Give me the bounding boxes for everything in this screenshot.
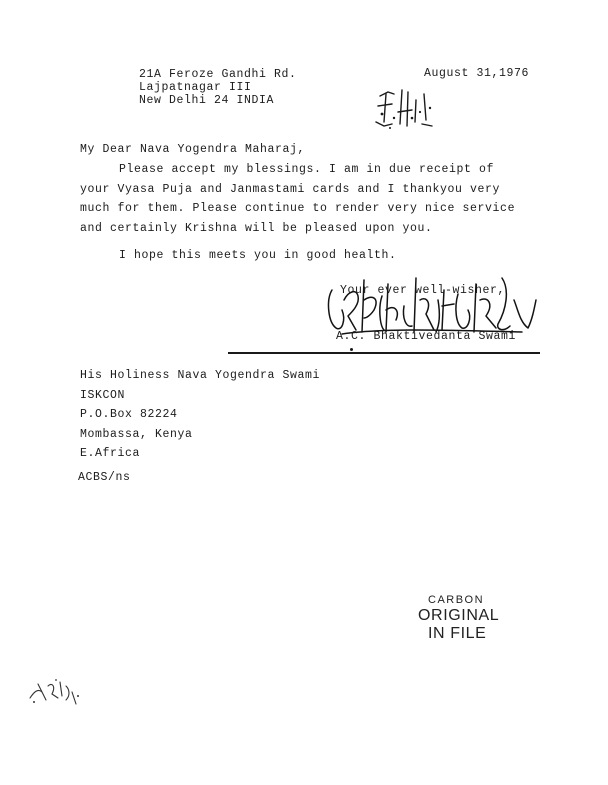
reference-initials: ACBS/ns <box>78 471 131 484</box>
stamp-line-carbon: CARBON <box>428 594 485 606</box>
body-paragraph <box>80 160 515 238</box>
valediction: Your ever well-wisher, <box>340 284 506 297</box>
recipient-address-line: P.O.Box 82224 <box>80 408 178 421</box>
handwritten-scrawl <box>26 672 86 708</box>
recipient-address-line: His Holiness Nava Yogendra Swami <box>80 369 321 382</box>
handwritten-initials-mark <box>372 82 442 132</box>
stamp-line-in-file: IN FILE <box>428 625 487 642</box>
body-line: and certainly Krishna will be pleased upon you. <box>80 221 433 235</box>
recipient-address-line: E.Africa <box>80 447 141 460</box>
recipient-address-line: Mombassa, Kenya <box>80 427 193 441</box>
recipient-address <box>80 366 320 464</box>
signature-rule <box>228 352 540 354</box>
dot-mark <box>350 348 353 351</box>
sender-address-line: New Delhi 24 INDIA <box>139 94 275 107</box>
recipient-address-line: ISKCON <box>80 388 126 402</box>
letter-date: August 31,1976 <box>424 67 530 80</box>
stamp-line-original: ORIGINAL <box>418 607 500 624</box>
body-line: much for them. Please continue to render very nice service <box>80 202 516 215</box>
body-line: Please accept my blessings. I am in due receipt of <box>119 163 495 176</box>
carbon-original-stamp <box>418 594 499 643</box>
signatory-name: A.C. Bhaktivedanta Swami <box>336 330 517 343</box>
sender-address-line: Lajpatnagar III <box>139 81 252 94</box>
salutation: My Dear Nava Yogendra Maharaj, <box>80 143 306 156</box>
closing-line: I hope this meets you in good health. <box>119 249 397 262</box>
sender-address <box>139 68 297 107</box>
sender-address-line: 21A Feroze Gandhi Rd. <box>139 68 297 81</box>
body-line: your Vyasa Puja and Janmastami cards and I thankyou very <box>80 182 501 196</box>
